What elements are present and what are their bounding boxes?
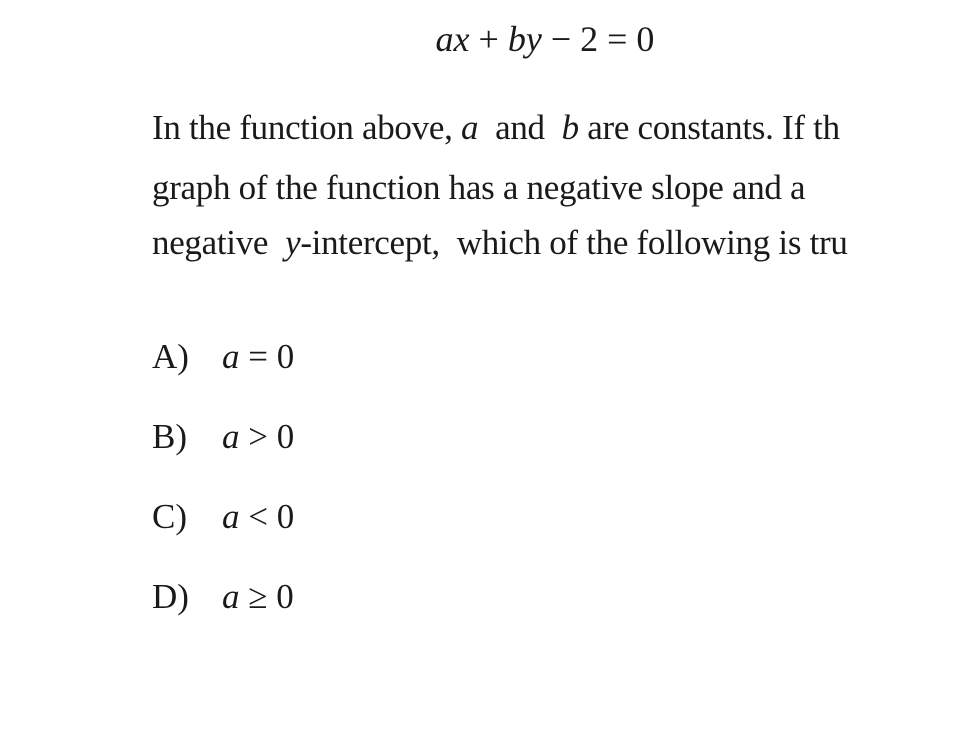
text: In the function above, bbox=[152, 108, 461, 147]
choice-relation: < 0 bbox=[239, 497, 295, 536]
text: are constants. If th bbox=[578, 108, 840, 147]
eq-rest: − 2 = 0 bbox=[541, 19, 655, 59]
text: and bbox=[478, 108, 562, 147]
choice-var: a bbox=[222, 577, 240, 616]
eq-plus: + bbox=[469, 19, 508, 59]
var-a: a bbox=[460, 108, 479, 147]
choice-label: A) bbox=[152, 337, 189, 376]
choice-relation: > 0 bbox=[239, 417, 295, 456]
equation bbox=[0, 18, 972, 60]
choice-a[interactable] bbox=[152, 337, 294, 377]
eq-term-ax: ax bbox=[435, 19, 470, 59]
choice-b[interactable] bbox=[152, 417, 294, 457]
choice-var: a bbox=[222, 337, 240, 376]
choice-c[interactable] bbox=[152, 497, 294, 537]
choice-d[interactable] bbox=[152, 577, 294, 617]
text: negative bbox=[152, 223, 286, 262]
choice-var: a bbox=[222, 497, 240, 536]
question-line-2: graph of the function has a negative slope and a bbox=[152, 168, 806, 207]
choice-label: D) bbox=[152, 577, 189, 616]
var-b: b bbox=[561, 108, 579, 147]
eq-term-by: by bbox=[507, 19, 542, 59]
var-y: y bbox=[285, 223, 301, 262]
question-line-3 bbox=[152, 223, 848, 263]
text: -intercept, which of the following is tru bbox=[300, 223, 848, 262]
choice-label: B) bbox=[152, 417, 187, 456]
choice-relation: = 0 bbox=[239, 337, 295, 376]
choice-label: C) bbox=[152, 497, 187, 536]
choice-relation: ≥ 0 bbox=[239, 577, 294, 616]
choice-var: a bbox=[222, 417, 240, 456]
question-line-1 bbox=[152, 108, 840, 148]
